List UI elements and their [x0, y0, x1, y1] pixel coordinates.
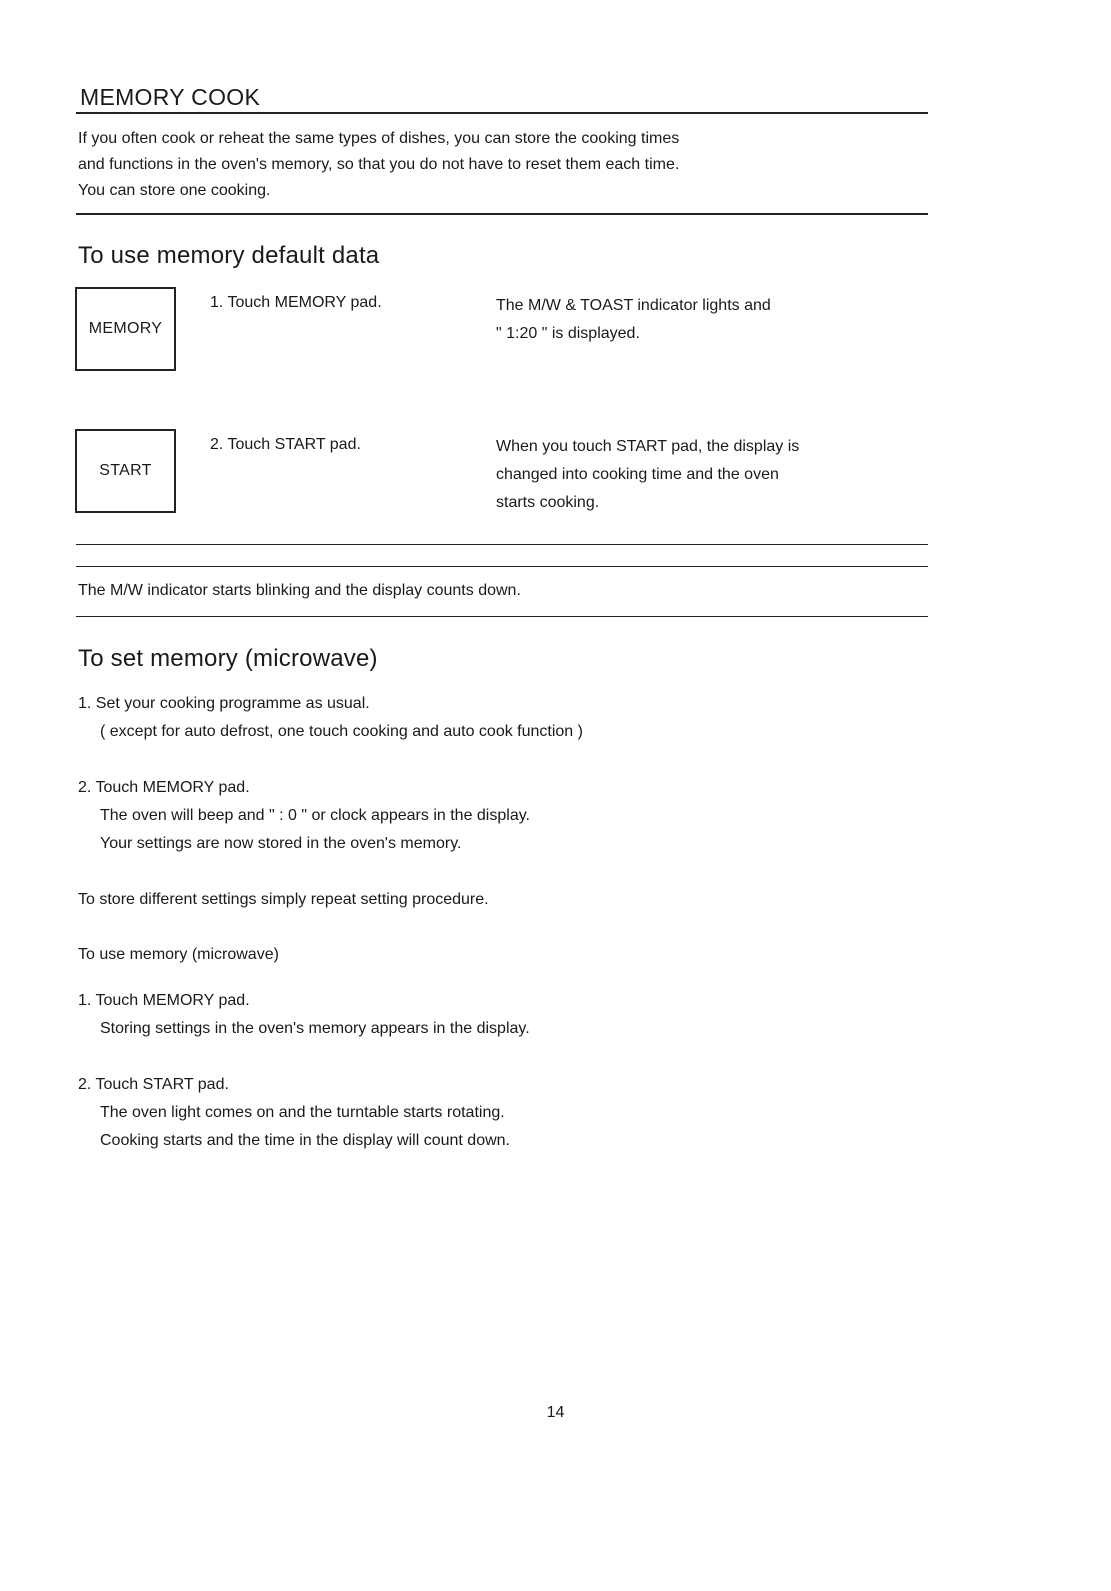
note-rule-top-1: [76, 544, 928, 545]
intro-text: [78, 126, 918, 204]
default-step-1: 1. Touch MEMORY pad.: [210, 294, 382, 311]
result-line: When you touch START pad, the display is: [496, 438, 800, 455]
set-step-2-line2: Your settings are now stored in the oven's memory.: [100, 835, 462, 852]
section-title: MEMORY COOK: [80, 84, 261, 110]
set-memory-heading: To set memory (microwave): [78, 645, 378, 672]
set-step-2: 2. Touch MEMORY pad.: [78, 779, 250, 796]
result-line: changed into cooking time and the oven: [496, 466, 779, 483]
note-rule-top-2: [76, 566, 928, 567]
use-step-1-line1: Storing settings in the oven's memory appears in the display.: [100, 1020, 530, 1037]
intro-rule: [76, 213, 928, 215]
memory-pad: [75, 287, 176, 371]
use-memory-heading: To use memory (microwave): [78, 946, 279, 963]
result-line: starts cooking.: [496, 494, 600, 511]
use-step-2-line1: The oven light comes on and the turntable starts rotating.: [100, 1104, 505, 1121]
use-step-2: 2. Touch START pad.: [78, 1076, 229, 1093]
default-step-1-result: [496, 292, 876, 348]
default-step-2: 2. Touch START pad.: [210, 436, 361, 453]
result-line: The M/W & TOAST indicator lights and: [496, 297, 771, 314]
result-line: " 1:20 " is displayed.: [496, 325, 640, 342]
page-number: 14: [546, 1404, 565, 1421]
default-data-heading: To use memory default data: [78, 242, 380, 269]
default-data-note: The M/W indicator starts blinking and the display counts down.: [78, 582, 521, 599]
set-step-1: 1. Set your cooking programme as usual.: [78, 695, 370, 712]
repeat-note: To store different settings simply repeat setting procedure.: [78, 891, 489, 908]
intro-line: and functions in the oven's memory, so that you do not have to reset them each time.: [78, 156, 680, 173]
note-rule-bottom: [76, 616, 928, 617]
use-step-1: 1. Touch MEMORY pad.: [78, 992, 250, 1009]
use-step-2-line2: Cooking starts and the time in the display will count down.: [100, 1132, 510, 1149]
default-step-2-result: [496, 433, 876, 517]
set-step-2-line1: The oven will beep and " : 0 " or clock appears in the display.: [100, 807, 530, 824]
set-step-1-note: ( except for auto defrost, one touch cooking and auto cook function ): [100, 723, 583, 740]
start-pad-label: START: [99, 462, 152, 479]
intro-line: You can store one cooking.: [78, 182, 271, 199]
title-rule: [76, 112, 928, 114]
memory-pad-label: MEMORY: [88, 320, 163, 337]
start-pad: [75, 429, 176, 513]
intro-line: If you often cook or reheat the same types of dishes, you can store the cooking times: [78, 130, 680, 147]
